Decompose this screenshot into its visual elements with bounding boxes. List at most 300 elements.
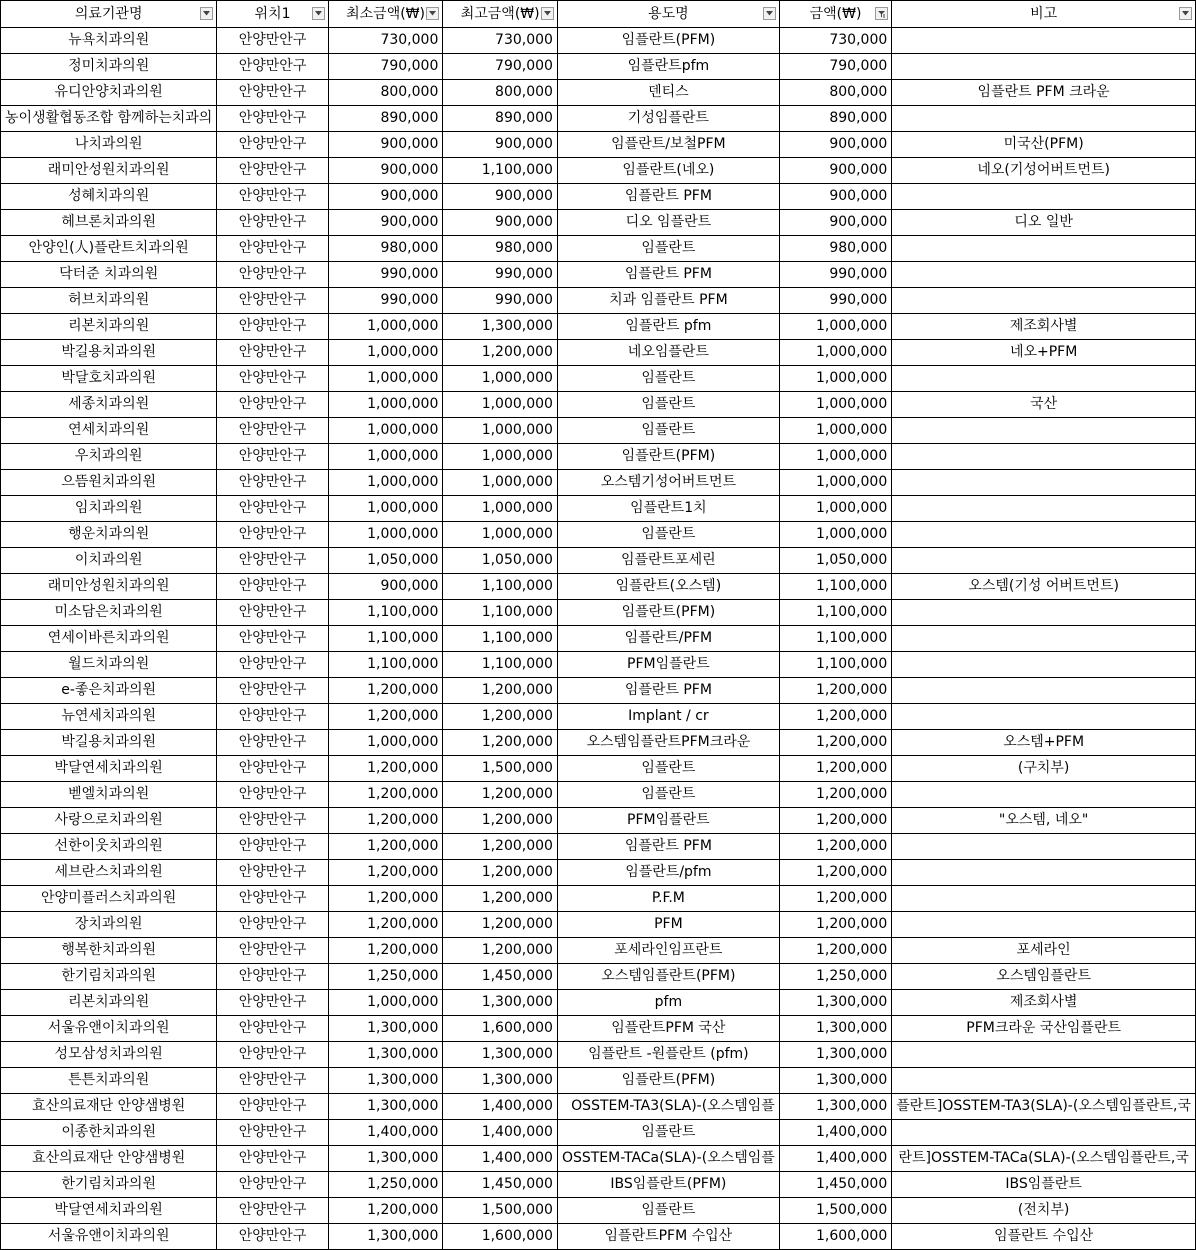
cell-location[interactable]: 안양만안구 bbox=[217, 730, 328, 756]
cell-institution[interactable]: 효산의료재단 안양샘병원 bbox=[1, 1146, 217, 1172]
cell-min-price[interactable]: 730,000 bbox=[328, 28, 443, 54]
cell-purpose[interactable]: 임플란트/보철PFM bbox=[557, 132, 779, 158]
cell-max-price[interactable]: 1,200,000 bbox=[443, 886, 558, 912]
cell-purpose[interactable]: 임플란트(PFM) bbox=[557, 444, 779, 470]
column-header-min-price[interactable] bbox=[328, 1, 443, 28]
cell-max-price[interactable]: 1,050,000 bbox=[443, 548, 558, 574]
cell-institution[interactable]: 닥터준 치과의원 bbox=[1, 262, 217, 288]
cell-max-price[interactable]: 990,000 bbox=[443, 262, 558, 288]
cell-max-price[interactable]: 1,100,000 bbox=[443, 574, 558, 600]
cell-note[interactable]: 네오+PFM bbox=[892, 340, 1196, 366]
cell-amount[interactable]: 1,250,000 bbox=[779, 964, 891, 990]
cell-location[interactable]: 안양만안구 bbox=[217, 808, 328, 834]
cell-min-price[interactable]: 1,100,000 bbox=[328, 626, 443, 652]
cell-institution[interactable]: 행운치과의원 bbox=[1, 522, 217, 548]
cell-location[interactable]: 안양만안구 bbox=[217, 756, 328, 782]
cell-min-price[interactable]: 900,000 bbox=[328, 184, 443, 210]
cell-note[interactable] bbox=[892, 860, 1196, 886]
cell-institution[interactable]: 이종한치과의원 bbox=[1, 1120, 217, 1146]
cell-note[interactable] bbox=[892, 626, 1196, 652]
cell-max-price[interactable]: 1,200,000 bbox=[443, 782, 558, 808]
cell-institution[interactable]: 서울유앤이치과의원 bbox=[1, 1016, 217, 1042]
cell-amount[interactable]: 1,200,000 bbox=[779, 678, 891, 704]
cell-purpose[interactable]: 임플란트 PFM bbox=[557, 678, 779, 704]
cell-institution[interactable]: 한기림치과의원 bbox=[1, 964, 217, 990]
cell-min-price[interactable]: 1,250,000 bbox=[328, 1172, 443, 1198]
cell-min-price[interactable]: 990,000 bbox=[328, 262, 443, 288]
cell-purpose[interactable]: 임플란트(PFM) bbox=[557, 28, 779, 54]
cell-purpose[interactable]: 임플란트PFM 수입산 bbox=[557, 1224, 779, 1250]
cell-institution[interactable]: 뉴욕치과의원 bbox=[1, 28, 217, 54]
cell-institution[interactable]: 으뜸원치과의원 bbox=[1, 470, 217, 496]
cell-location[interactable]: 안양만안구 bbox=[217, 574, 328, 600]
cell-purpose[interactable]: OSSTEM-TACa(SLA)-(오스템임플 bbox=[557, 1146, 779, 1172]
cell-institution[interactable]: 래미안성원치과의원 bbox=[1, 158, 217, 184]
cell-amount[interactable]: 1,000,000 bbox=[779, 522, 891, 548]
cell-amount[interactable]: 1,000,000 bbox=[779, 366, 891, 392]
cell-amount[interactable]: 790,000 bbox=[779, 54, 891, 80]
cell-min-price[interactable]: 1,000,000 bbox=[328, 730, 443, 756]
cell-purpose[interactable]: 덴티스 bbox=[557, 80, 779, 106]
cell-min-price[interactable]: 1,200,000 bbox=[328, 938, 443, 964]
cell-location[interactable]: 안양만안구 bbox=[217, 912, 328, 938]
cell-amount[interactable]: 1,200,000 bbox=[779, 756, 891, 782]
cell-max-price[interactable]: 1,000,000 bbox=[443, 444, 558, 470]
cell-amount[interactable]: 1,300,000 bbox=[779, 1068, 891, 1094]
cell-institution[interactable]: 박달연세치과의원 bbox=[1, 1198, 217, 1224]
cell-note[interactable] bbox=[892, 496, 1196, 522]
cell-max-price[interactable]: 1,500,000 bbox=[443, 756, 558, 782]
cell-location[interactable]: 안양만안구 bbox=[217, 210, 328, 236]
cell-purpose[interactable]: OSSTEM-TA3(SLA)-(오스템임플 bbox=[557, 1094, 779, 1120]
cell-min-price[interactable]: 1,000,000 bbox=[328, 444, 443, 470]
cell-location[interactable]: 안양만안구 bbox=[217, 1198, 328, 1224]
cell-institution[interactable]: 효산의료재단 안양샘병원 bbox=[1, 1094, 217, 1120]
cell-min-price[interactable]: 1,200,000 bbox=[328, 678, 443, 704]
cell-note[interactable] bbox=[892, 1042, 1196, 1068]
cell-location[interactable]: 안양만안구 bbox=[217, 964, 328, 990]
cell-min-price[interactable]: 790,000 bbox=[328, 54, 443, 80]
cell-institution[interactable]: 서울유앤이치과의원 bbox=[1, 1224, 217, 1250]
cell-institution[interactable]: 월드치과의원 bbox=[1, 652, 217, 678]
cell-institution[interactable]: 농이생활협동조합 함께하는치과의 bbox=[1, 106, 217, 132]
cell-amount[interactable]: 1,200,000 bbox=[779, 834, 891, 860]
cell-amount[interactable]: 800,000 bbox=[779, 80, 891, 106]
cell-location[interactable]: 안양만안구 bbox=[217, 444, 328, 470]
cell-note[interactable]: PFM크라운 국산임플란트 bbox=[892, 1016, 1196, 1042]
cell-amount[interactable]: 1,000,000 bbox=[779, 314, 891, 340]
cell-amount[interactable]: 730,000 bbox=[779, 28, 891, 54]
cell-location[interactable]: 안양만안구 bbox=[217, 860, 328, 886]
cell-max-price[interactable]: 900,000 bbox=[443, 210, 558, 236]
cell-location[interactable]: 안양만안구 bbox=[217, 548, 328, 574]
cell-location[interactable]: 안양만안구 bbox=[217, 236, 328, 262]
cell-note[interactable]: 제조회사별 bbox=[892, 314, 1196, 340]
cell-max-price[interactable]: 1,400,000 bbox=[443, 1120, 558, 1146]
cell-purpose[interactable]: 임플란트(PFM) bbox=[557, 600, 779, 626]
cell-purpose[interactable]: 오스템임플란트(PFM) bbox=[557, 964, 779, 990]
cell-location[interactable]: 안양만안구 bbox=[217, 626, 328, 652]
cell-purpose[interactable]: 임플란트포세린 bbox=[557, 548, 779, 574]
cell-purpose[interactable]: 임플란트 bbox=[557, 1198, 779, 1224]
cell-location[interactable]: 안양만안구 bbox=[217, 158, 328, 184]
cell-note[interactable]: 오스템(기성 어버트먼트) bbox=[892, 574, 1196, 600]
cell-location[interactable]: 안양만안구 bbox=[217, 340, 328, 366]
cell-max-price[interactable]: 1,000,000 bbox=[443, 496, 558, 522]
filter-dropdown-icon[interactable] bbox=[763, 7, 776, 20]
cell-min-price[interactable]: 800,000 bbox=[328, 80, 443, 106]
cell-note[interactable] bbox=[892, 418, 1196, 444]
cell-max-price[interactable]: 890,000 bbox=[443, 106, 558, 132]
cell-min-price[interactable]: 1,000,000 bbox=[328, 366, 443, 392]
cell-note[interactable] bbox=[892, 834, 1196, 860]
cell-note[interactable]: (전치부) bbox=[892, 1198, 1196, 1224]
cell-max-price[interactable]: 1,200,000 bbox=[443, 860, 558, 886]
cell-amount[interactable]: 1,100,000 bbox=[779, 574, 891, 600]
cell-location[interactable]: 안양만안구 bbox=[217, 418, 328, 444]
cell-location[interactable]: 안양만안구 bbox=[217, 782, 328, 808]
cell-max-price[interactable]: 1,000,000 bbox=[443, 470, 558, 496]
cell-location[interactable]: 안양만안구 bbox=[217, 28, 328, 54]
cell-max-price[interactable]: 1,600,000 bbox=[443, 1016, 558, 1042]
cell-purpose[interactable]: 오스템기성어버트먼트 bbox=[557, 470, 779, 496]
cell-note[interactable] bbox=[892, 600, 1196, 626]
cell-min-price[interactable]: 1,400,000 bbox=[328, 1120, 443, 1146]
cell-purpose[interactable]: PFM임플란트 bbox=[557, 652, 779, 678]
cell-min-price[interactable]: 1,000,000 bbox=[328, 470, 443, 496]
filter-dropdown-icon[interactable] bbox=[312, 7, 325, 20]
cell-institution[interactable]: 안양인(人)플란트치과의원 bbox=[1, 236, 217, 262]
cell-max-price[interactable]: 1,200,000 bbox=[443, 730, 558, 756]
cell-min-price[interactable]: 1,100,000 bbox=[328, 652, 443, 678]
column-header-note[interactable] bbox=[892, 1, 1196, 28]
cell-institution[interactable]: 세종치과의원 bbox=[1, 392, 217, 418]
cell-amount[interactable]: 1,300,000 bbox=[779, 990, 891, 1016]
cell-amount[interactable]: 1,000,000 bbox=[779, 418, 891, 444]
cell-note[interactable] bbox=[892, 886, 1196, 912]
cell-amount[interactable]: 1,500,000 bbox=[779, 1198, 891, 1224]
cell-note[interactable]: 오스템+PFM bbox=[892, 730, 1196, 756]
cell-institution[interactable]: 성모삼성치과의원 bbox=[1, 1042, 217, 1068]
cell-institution[interactable]: 튼튼치과의원 bbox=[1, 1068, 217, 1094]
cell-institution[interactable]: 박달연세치과의원 bbox=[1, 756, 217, 782]
cell-amount[interactable]: 1,600,000 bbox=[779, 1224, 891, 1250]
cell-location[interactable]: 안양만안구 bbox=[217, 106, 328, 132]
cell-max-price[interactable]: 1,000,000 bbox=[443, 418, 558, 444]
cell-min-price[interactable]: 890,000 bbox=[328, 106, 443, 132]
column-header-location[interactable] bbox=[217, 1, 328, 28]
cell-institution[interactable]: 벧엘치과의원 bbox=[1, 782, 217, 808]
cell-purpose[interactable]: Implant / cr bbox=[557, 704, 779, 730]
cell-note[interactable]: 임플란트 PFM 크라운 bbox=[892, 80, 1196, 106]
cell-location[interactable]: 안양만안구 bbox=[217, 54, 328, 80]
cell-institution[interactable]: 선한이웃치과의원 bbox=[1, 834, 217, 860]
cell-max-price[interactable]: 1,200,000 bbox=[443, 912, 558, 938]
cell-note[interactable]: 임플란트 수입산 bbox=[892, 1224, 1196, 1250]
cell-amount[interactable]: 990,000 bbox=[779, 288, 891, 314]
cell-institution[interactable]: 유디안양치과의원 bbox=[1, 80, 217, 106]
cell-location[interactable]: 안양만안구 bbox=[217, 1172, 328, 1198]
cell-max-price[interactable]: 1,200,000 bbox=[443, 340, 558, 366]
cell-institution[interactable]: 허브치과의원 bbox=[1, 288, 217, 314]
cell-min-price[interactable]: 1,000,000 bbox=[328, 522, 443, 548]
sort-filter-active-icon[interactable] bbox=[875, 7, 888, 20]
cell-min-price[interactable]: 1,300,000 bbox=[328, 1224, 443, 1250]
cell-location[interactable]: 안양만안구 bbox=[217, 132, 328, 158]
cell-purpose[interactable]: 임플란트PFM 국산 bbox=[557, 1016, 779, 1042]
cell-max-price[interactable]: 1,500,000 bbox=[443, 1198, 558, 1224]
cell-amount[interactable]: 1,300,000 bbox=[779, 1094, 891, 1120]
cell-max-price[interactable]: 1,000,000 bbox=[443, 366, 558, 392]
cell-amount[interactable]: 900,000 bbox=[779, 132, 891, 158]
cell-min-price[interactable]: 1,300,000 bbox=[328, 1042, 443, 1068]
cell-purpose[interactable]: pfm bbox=[557, 990, 779, 1016]
cell-min-price[interactable]: 1,000,000 bbox=[328, 340, 443, 366]
cell-note[interactable] bbox=[892, 1068, 1196, 1094]
cell-location[interactable]: 안양만안구 bbox=[217, 1146, 328, 1172]
cell-min-price[interactable]: 990,000 bbox=[328, 288, 443, 314]
cell-purpose[interactable]: 치과 임플란트 PFM bbox=[557, 288, 779, 314]
cell-amount[interactable]: 1,400,000 bbox=[779, 1146, 891, 1172]
cell-location[interactable]: 안양만안구 bbox=[217, 1068, 328, 1094]
cell-purpose[interactable]: 임플란트(오스템) bbox=[557, 574, 779, 600]
cell-note[interactable] bbox=[892, 184, 1196, 210]
cell-min-price[interactable]: 1,000,000 bbox=[328, 496, 443, 522]
cell-purpose[interactable]: 임플란트 pfm bbox=[557, 314, 779, 340]
cell-location[interactable]: 안양만안구 bbox=[217, 80, 328, 106]
cell-amount[interactable]: 1,400,000 bbox=[779, 1120, 891, 1146]
cell-institution[interactable]: 사랑으로치과의원 bbox=[1, 808, 217, 834]
cell-min-price[interactable]: 1,000,000 bbox=[328, 990, 443, 1016]
cell-institution[interactable]: 뉴연세치과의원 bbox=[1, 704, 217, 730]
cell-amount[interactable]: 1,200,000 bbox=[779, 730, 891, 756]
cell-location[interactable]: 안양만안구 bbox=[217, 262, 328, 288]
cell-institution[interactable]: 정미치과의원 bbox=[1, 54, 217, 80]
cell-amount[interactable]: 1,300,000 bbox=[779, 1016, 891, 1042]
cell-amount[interactable]: 900,000 bbox=[779, 210, 891, 236]
cell-location[interactable]: 안양만안구 bbox=[217, 496, 328, 522]
cell-note[interactable] bbox=[892, 548, 1196, 574]
cell-purpose[interactable]: 임플란트 PFM bbox=[557, 262, 779, 288]
cell-max-price[interactable]: 980,000 bbox=[443, 236, 558, 262]
cell-location[interactable]: 안양만안구 bbox=[217, 392, 328, 418]
filter-dropdown-icon[interactable] bbox=[426, 7, 439, 20]
cell-location[interactable]: 안양만안구 bbox=[217, 652, 328, 678]
cell-location[interactable]: 안양만안구 bbox=[217, 886, 328, 912]
cell-max-price[interactable]: 1,100,000 bbox=[443, 652, 558, 678]
cell-institution[interactable]: 이치과의원 bbox=[1, 548, 217, 574]
cell-min-price[interactable]: 1,200,000 bbox=[328, 886, 443, 912]
cell-note[interactable] bbox=[892, 652, 1196, 678]
cell-institution[interactable]: 안양미플러스치과의원 bbox=[1, 886, 217, 912]
cell-amount[interactable]: 1,000,000 bbox=[779, 470, 891, 496]
cell-max-price[interactable]: 1,300,000 bbox=[443, 314, 558, 340]
cell-institution[interactable]: 나치과의원 bbox=[1, 132, 217, 158]
cell-institution[interactable]: 미소담은치과의원 bbox=[1, 600, 217, 626]
column-header-max-price[interactable] bbox=[443, 1, 558, 28]
cell-max-price[interactable]: 1,100,000 bbox=[443, 158, 558, 184]
cell-max-price[interactable]: 800,000 bbox=[443, 80, 558, 106]
cell-amount[interactable]: 890,000 bbox=[779, 106, 891, 132]
cell-note[interactable]: 디오 일반 bbox=[892, 210, 1196, 236]
cell-institution[interactable]: 행복한치과의원 bbox=[1, 938, 217, 964]
cell-note[interactable] bbox=[892, 288, 1196, 314]
cell-min-price[interactable]: 1,000,000 bbox=[328, 418, 443, 444]
cell-max-price[interactable]: 990,000 bbox=[443, 288, 558, 314]
cell-note[interactable] bbox=[892, 262, 1196, 288]
cell-amount[interactable]: 1,000,000 bbox=[779, 496, 891, 522]
cell-purpose[interactable]: 디오 임플란트 bbox=[557, 210, 779, 236]
cell-note[interactable]: "오스템, 네오" bbox=[892, 808, 1196, 834]
cell-note[interactable] bbox=[892, 704, 1196, 730]
cell-note[interactable] bbox=[892, 236, 1196, 262]
cell-amount[interactable]: 1,100,000 bbox=[779, 652, 891, 678]
cell-min-price[interactable]: 1,200,000 bbox=[328, 1198, 443, 1224]
cell-max-price[interactable]: 1,200,000 bbox=[443, 808, 558, 834]
cell-institution[interactable]: 세브란스치과의원 bbox=[1, 860, 217, 886]
cell-max-price[interactable]: 1,200,000 bbox=[443, 938, 558, 964]
cell-max-price[interactable]: 1,300,000 bbox=[443, 1042, 558, 1068]
cell-institution[interactable]: 우치과의원 bbox=[1, 444, 217, 470]
cell-purpose[interactable]: 임플란트 bbox=[557, 756, 779, 782]
cell-max-price[interactable]: 1,600,000 bbox=[443, 1224, 558, 1250]
cell-purpose[interactable]: 임플란트(네오) bbox=[557, 158, 779, 184]
cell-max-price[interactable]: 1,100,000 bbox=[443, 626, 558, 652]
cell-note[interactable]: 미국산(PFM) bbox=[892, 132, 1196, 158]
cell-institution[interactable]: 박달호치과의원 bbox=[1, 366, 217, 392]
cell-max-price[interactable]: 1,200,000 bbox=[443, 704, 558, 730]
cell-max-price[interactable]: 1,200,000 bbox=[443, 678, 558, 704]
cell-amount[interactable]: 980,000 bbox=[779, 236, 891, 262]
cell-purpose[interactable]: 임플란트 bbox=[557, 366, 779, 392]
cell-note[interactable] bbox=[892, 678, 1196, 704]
cell-note[interactable] bbox=[892, 470, 1196, 496]
cell-amount[interactable]: 1,200,000 bbox=[779, 704, 891, 730]
cell-purpose[interactable]: 임플란트 bbox=[557, 1120, 779, 1146]
cell-max-price[interactable]: 730,000 bbox=[443, 28, 558, 54]
cell-institution[interactable]: 박길용치과의원 bbox=[1, 730, 217, 756]
cell-institution[interactable]: 래미안성원치과의원 bbox=[1, 574, 217, 600]
cell-institution[interactable]: 박길용치과의원 bbox=[1, 340, 217, 366]
cell-amount[interactable]: 1,200,000 bbox=[779, 808, 891, 834]
cell-location[interactable]: 안양만안구 bbox=[217, 184, 328, 210]
cell-max-price[interactable]: 1,400,000 bbox=[443, 1094, 558, 1120]
cell-min-price[interactable]: 1,300,000 bbox=[328, 1094, 443, 1120]
cell-note[interactable] bbox=[892, 366, 1196, 392]
cell-min-price[interactable]: 1,200,000 bbox=[328, 912, 443, 938]
cell-min-price[interactable]: 1,200,000 bbox=[328, 808, 443, 834]
cell-institution[interactable]: 연세이바른치과의원 bbox=[1, 626, 217, 652]
cell-note[interactable]: 제조회사별 bbox=[892, 990, 1196, 1016]
cell-purpose[interactable]: PFM임플란트 bbox=[557, 808, 779, 834]
cell-max-price[interactable]: 1,450,000 bbox=[443, 1172, 558, 1198]
cell-max-price[interactable]: 1,300,000 bbox=[443, 990, 558, 1016]
cell-note[interactable]: 오스템임플란트 bbox=[892, 964, 1196, 990]
cell-amount[interactable]: 1,000,000 bbox=[779, 340, 891, 366]
cell-institution[interactable]: e-좋은치과의원 bbox=[1, 678, 217, 704]
cell-note[interactable] bbox=[892, 912, 1196, 938]
filter-dropdown-icon[interactable] bbox=[1179, 7, 1192, 20]
cell-note[interactable] bbox=[892, 782, 1196, 808]
cell-institution[interactable]: 리본치과의원 bbox=[1, 990, 217, 1016]
cell-note[interactable] bbox=[892, 1120, 1196, 1146]
column-header-institution[interactable] bbox=[1, 1, 217, 28]
cell-institution[interactable]: 장치과의원 bbox=[1, 912, 217, 938]
cell-amount[interactable]: 900,000 bbox=[779, 158, 891, 184]
filter-dropdown-icon[interactable] bbox=[200, 7, 213, 20]
cell-purpose[interactable]: P.F.M bbox=[557, 886, 779, 912]
cell-min-price[interactable]: 980,000 bbox=[328, 236, 443, 262]
cell-min-price[interactable]: 1,300,000 bbox=[328, 1068, 443, 1094]
cell-purpose[interactable]: 임플란트 bbox=[557, 522, 779, 548]
cell-purpose[interactable]: 포세라인임프란트 bbox=[557, 938, 779, 964]
cell-location[interactable]: 안양만안구 bbox=[217, 470, 328, 496]
cell-institution[interactable]: 한기림치과의원 bbox=[1, 1172, 217, 1198]
cell-purpose[interactable]: PFM bbox=[557, 912, 779, 938]
cell-purpose[interactable]: 임플란트(PFM) bbox=[557, 1068, 779, 1094]
cell-amount[interactable]: 1,200,000 bbox=[779, 938, 891, 964]
cell-purpose[interactable]: 임플란트1치 bbox=[557, 496, 779, 522]
cell-note[interactable] bbox=[892, 444, 1196, 470]
cell-amount[interactable]: 1,100,000 bbox=[779, 626, 891, 652]
cell-min-price[interactable]: 900,000 bbox=[328, 158, 443, 184]
cell-institution[interactable]: 성혜치과의원 bbox=[1, 184, 217, 210]
cell-note[interactable] bbox=[892, 522, 1196, 548]
cell-institution[interactable]: 연세치과의원 bbox=[1, 418, 217, 444]
cell-location[interactable]: 안양만안구 bbox=[217, 990, 328, 1016]
cell-amount[interactable]: 1,200,000 bbox=[779, 886, 891, 912]
cell-max-price[interactable]: 900,000 bbox=[443, 132, 558, 158]
cell-location[interactable]: 안양만안구 bbox=[217, 522, 328, 548]
cell-min-price[interactable]: 1,200,000 bbox=[328, 834, 443, 860]
filter-dropdown-icon[interactable] bbox=[541, 7, 554, 20]
cell-location[interactable]: 안양만안구 bbox=[217, 704, 328, 730]
cell-min-price[interactable]: 900,000 bbox=[328, 210, 443, 236]
cell-note[interactable] bbox=[892, 106, 1196, 132]
cell-max-price[interactable]: 1,450,000 bbox=[443, 964, 558, 990]
column-header-purpose[interactable] bbox=[557, 1, 779, 28]
cell-location[interactable]: 안양만안구 bbox=[217, 1016, 328, 1042]
cell-purpose[interactable]: 임플란트 bbox=[557, 782, 779, 808]
cell-purpose[interactable]: 임플란트pfm bbox=[557, 54, 779, 80]
cell-location[interactable]: 안양만안구 bbox=[217, 366, 328, 392]
cell-max-price[interactable]: 1,000,000 bbox=[443, 392, 558, 418]
cell-min-price[interactable]: 1,200,000 bbox=[328, 704, 443, 730]
cell-min-price[interactable]: 1,250,000 bbox=[328, 964, 443, 990]
cell-min-price[interactable]: 1,300,000 bbox=[328, 1146, 443, 1172]
cell-location[interactable]: 안양만안구 bbox=[217, 288, 328, 314]
cell-max-price[interactable]: 1,400,000 bbox=[443, 1146, 558, 1172]
cell-amount[interactable]: 1,300,000 bbox=[779, 1042, 891, 1068]
cell-purpose[interactable]: 임플란트 PFM bbox=[557, 184, 779, 210]
cell-location[interactable]: 안양만안구 bbox=[217, 600, 328, 626]
cell-location[interactable]: 안양만안구 bbox=[217, 1224, 328, 1250]
cell-amount[interactable]: 1,000,000 bbox=[779, 444, 891, 470]
cell-max-price[interactable]: 1,000,000 bbox=[443, 522, 558, 548]
cell-location[interactable]: 안양만안구 bbox=[217, 314, 328, 340]
cell-note[interactable] bbox=[892, 54, 1196, 80]
cell-amount[interactable]: 900,000 bbox=[779, 184, 891, 210]
cell-purpose[interactable]: 임플란트 bbox=[557, 392, 779, 418]
cell-note[interactable] bbox=[892, 28, 1196, 54]
cell-min-price[interactable]: 1,200,000 bbox=[328, 756, 443, 782]
cell-min-price[interactable]: 1,000,000 bbox=[328, 392, 443, 418]
cell-location[interactable]: 안양만안구 bbox=[217, 1094, 328, 1120]
cell-purpose[interactable]: 임플란트/pfm bbox=[557, 860, 779, 886]
cell-location[interactable]: 안양만안구 bbox=[217, 1042, 328, 1068]
cell-purpose[interactable]: 오스템임플란트PFM크라운 bbox=[557, 730, 779, 756]
cell-location[interactable]: 안양만안구 bbox=[217, 678, 328, 704]
